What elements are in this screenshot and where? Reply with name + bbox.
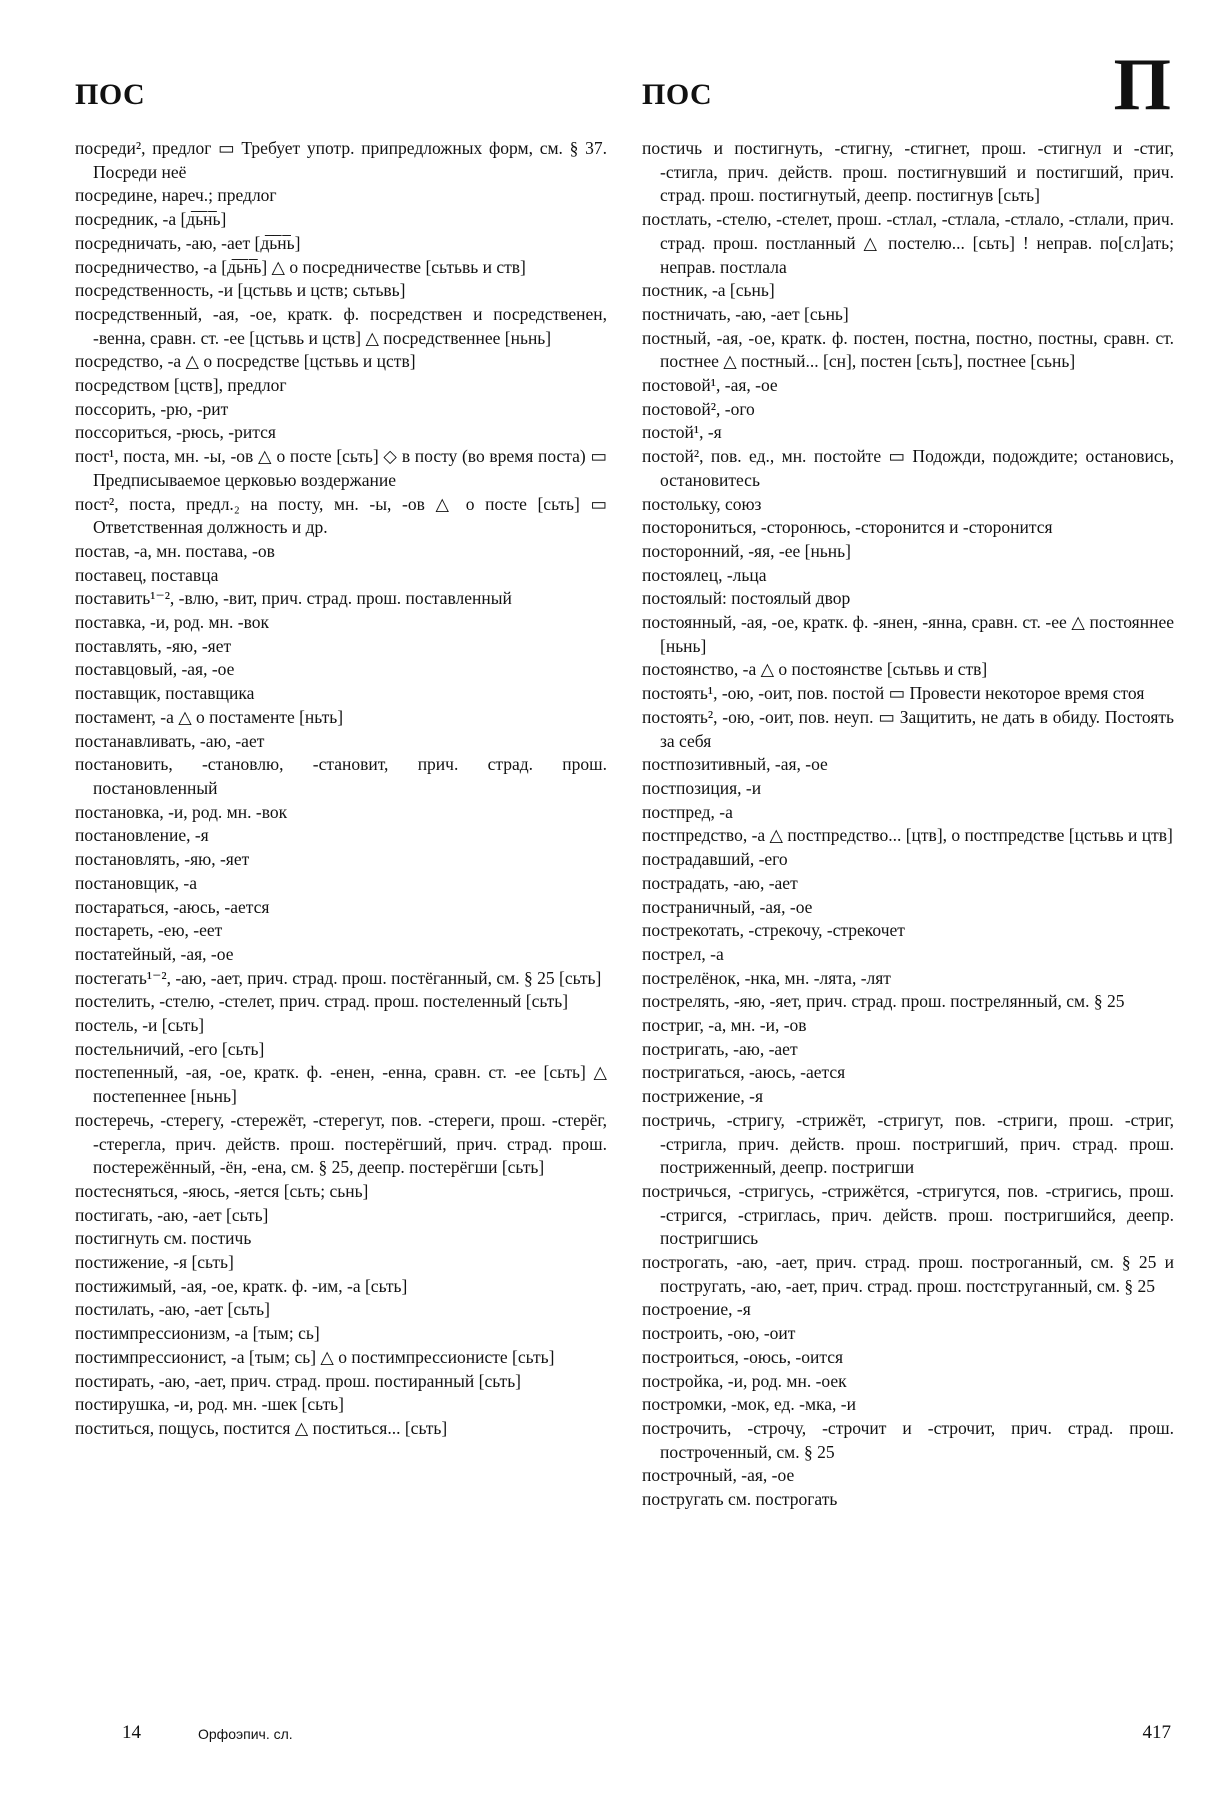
dictionary-entry: постоялец, -льца	[642, 564, 767, 585]
dictionary-entry: постирать, -аю, -ает, прич. страд. прош. постиранный [сьть]	[75, 1370, 522, 1391]
dictionary-entry: постав, -а, мн. постава, -ов	[75, 540, 275, 561]
dictionary-entry: поставка, -и, род. мн. -вок	[75, 612, 269, 633]
dictionary-entry: постелить, -стелю, -стелет, прич. страд. прош. постеленный [сьть]	[75, 991, 569, 1012]
dictionary-entry: постановить, -становлю, -становит, прич. страд. прош. постановленный	[75, 754, 607, 798]
dictionary-entry: постпред, -а	[642, 801, 733, 822]
dictionary-entry: построить, -ою, -оит	[642, 1323, 796, 1344]
dictionary-entry: построиться, -оюсь, -оится	[642, 1346, 844, 1367]
dictionary-entry: постой², пов. ед., мн. постойте ▭ Подожди, подождите; остановись, остановитесь	[642, 446, 1174, 490]
dictionary-entry: постничать, -аю, -ает [сьнь]	[642, 303, 849, 324]
dictionary-entry: постижимый, -ая, -ое, кратк. ф. -им, -а [сьть]	[75, 1275, 408, 1296]
dictionary-entry: постараться, -аюсь, -ается	[75, 896, 270, 917]
dictionary-entry: постимпрессионист, -а [тым; сь] △ о постимпрессионисте [сьть]	[75, 1346, 555, 1367]
dictionary-entry: постовой², -ого	[642, 398, 755, 419]
dictionary-entry: поссорить, -рю, -рит	[75, 398, 229, 419]
dictionary-entry: постоять², -ою, -оит, пов. неуп. ▭ Защитить, не дать в обиду. Постоять за себя	[642, 706, 1174, 751]
dictionary-entry: постановщик, -а	[75, 872, 198, 893]
dictionary-entry: поставщик, поставщика	[75, 683, 255, 704]
dictionary-entry: постоялый: постоялый двор	[642, 588, 851, 609]
dictionary-entry: постеречь, -стерегу, -стережёт, -стерегут, пов. -стереги, прош. -стерёг, -стерегла, прич. действ. прош. постерёгший, прич. страд. прош. постережённый, -ён, -ена, см. § 25, деепр. постерёгши [сьть]	[75, 1109, 607, 1178]
dictionary-entry: постигать, -аю, -ает [сьть]	[75, 1204, 269, 1225]
dictionary-entry: постегать¹⁻², -аю, -ает, прич. страд. прош. постёганный, см. § 25 [сьть]	[75, 967, 602, 988]
dictionary-entry: посредине, нареч.; предлог	[75, 185, 277, 206]
dictionary-entry: посредничать, -аю, -ает [д̅ь̅н̅ь]	[75, 232, 301, 253]
dictionary-entry: посредством [цств], предлог	[75, 375, 287, 396]
dictionary-entry: пострелёнок, -нка, мн. -лята, -лят	[642, 967, 891, 988]
dictionary-entry: посреди², предлог ▭ Требует употр. припредложных форм, см. § 37. Посреди неё	[75, 138, 607, 182]
dictionary-entry: постриг, -а, мн. -и, -ов	[642, 1015, 807, 1036]
dictionary-entry: постановка, -и, род. мн. -вок	[75, 801, 288, 822]
page-number-right: 417	[1142, 1722, 1171, 1743]
dictionary-entry: постник, -а [сьнь]	[642, 280, 775, 301]
dictionary-entry: постимпрессионизм, -а [тым; сь]	[75, 1323, 320, 1344]
dictionary-entry: постпозиция, -и	[642, 777, 762, 798]
dictionary-entry: постраничный, -ая, -ое	[642, 896, 813, 917]
dictionary-entry: поссориться, -рюсь, -рится	[75, 422, 276, 443]
dictionary-entry: поститься, пощусь, постится △ поститься... [сьть]	[75, 1417, 448, 1438]
dictionary-entry: постовой¹, -ая, -ое	[642, 375, 778, 396]
dictionary-entry: пострадавший, -его	[642, 849, 788, 870]
dictionary-entry: постатейный, -ая, -ое	[75, 943, 234, 964]
dictionary-entry: постановление, -я	[75, 825, 209, 846]
dictionary-entry: постоянство, -а △ о постоянстве [сьтьвь и ств]	[642, 659, 988, 680]
dictionary-entry: постромки, -мок, ед. -мка, -и	[642, 1394, 856, 1415]
dictionary-entry: постесняться, -яюсь, -яется [сьть; сьнь]	[75, 1180, 369, 1201]
dictionary-entry: постный, -ая, -ое, кратк. ф. постен, постна, постно, постны, сравн. ст. постнее △ постный... [сн], постен [сьть], постнее [сьнь]	[642, 327, 1174, 372]
dictionary-entry: посторонний, -яя, -ее [ньнь]	[642, 540, 851, 561]
footer-signature: Орфоэпич. сл.	[198, 1726, 293, 1742]
dictionary-entry: постанавливать, -аю, -ает	[75, 730, 265, 751]
dictionary-entry: постройка, -и, род. мн. -оек	[642, 1370, 847, 1391]
dictionary-entry: постригать, -аю, -ает	[642, 1038, 798, 1059]
dictionary-entry: постельничий, -его [сьть]	[75, 1038, 265, 1059]
dictionary-entry: постилать, -аю, -ает [сьть]	[75, 1299, 270, 1320]
dictionary-entry: постигнуть см. постичь	[75, 1228, 252, 1249]
dictionary-entry: построчный, -ая, -ое	[642, 1465, 795, 1486]
dictionary-entry: поставцовый, -ая, -ое	[75, 659, 235, 680]
dictionary-entry: постлать, -стелю, -стелет, прош. -стлал, -стлала, -стлало, -стлали, прич. страд. прош. постланный △ постелю... [сьть] ! неправ. по[сл]ать; неправ. постлала	[642, 209, 1174, 277]
dictionary-entry: построение, -я	[642, 1299, 751, 1320]
running-head-left: ПОС	[75, 78, 146, 111]
dictionary-entry: постоять¹, -ою, -оит, пов. постой ▭ Провести некоторое время стоя	[642, 683, 1145, 704]
dictionary-entry: пострижение, -я	[642, 1086, 764, 1107]
dictionary-entry: посредничество, -а [д̅ь̅н̅ь] △ о посредничестве [сьтьвь и ств]	[75, 256, 526, 277]
dictionary-entry: пострекотать, -стрекочу, -стрекочет	[642, 920, 905, 941]
dictionary-entry: поставлять, -яю, -яет	[75, 635, 232, 656]
dictionary-entry: постой¹, -я	[642, 422, 722, 443]
dictionary-entry: постареть, -ею, -еет	[75, 920, 223, 941]
dictionary-entry: поставить¹⁻², -влю, -вит, прич. страд. прош. поставленный	[75, 588, 512, 609]
dictionary-entry: построчить, -строчу, -строчит и -строчит, прич. страд. прош. построченный, см. § 25	[642, 1417, 1174, 1462]
right-column	[642, 137, 1174, 1512]
dictionary-entry: постепенный, -ая, -ое, кратк. ф. -енен, -енна, сравн. ст. -ее [сьть] △ постепеннее [ньнь]	[75, 1062, 607, 1107]
page-number-left: 14	[122, 1722, 141, 1743]
dictionary-entry: постричь, -стригу, -стрижёт, -стригут, пов. -стриги, прош. -стриг, -стригла, прич. действ. прош. постригший, прич. страд. прош. постриженный, деепр. постригши	[642, 1109, 1174, 1178]
dictionary-entry: постричься, -стригусь, -стрижётся, -стригутся, пов. -стригись, прош. -стригся, -стриглась, прич. действ. прош. постригшийся, деепр. постригшись	[642, 1180, 1174, 1249]
dictionary-entry: постамент, -а △ о постаменте [ньть]	[75, 706, 344, 727]
dictionary-entry: постичь и постигнуть, -стигну, -стигнет, прош. -стигнул и -стиг, -стигла, прич. действ. прош. постигнувший и постигший, прич. страд. прош. постигнутый, деепр. постигнув [сьть]	[642, 138, 1174, 206]
dictionary-entry: постпредство, -а △ постпредство... [цтв], о постпредстве [цстьвь и цтв]	[642, 825, 1173, 846]
running-head-right: ПОС	[642, 78, 713, 111]
dictionary-entry: постирушка, -и, род. мн. -шек [сьть]	[75, 1394, 344, 1415]
dictionary-entry: постругать см. построгать	[642, 1489, 838, 1510]
dictionary-entry: поставец, поставца	[75, 564, 219, 585]
dictionary-entry: посредственность, -и [цстьвь и цств; сьтьвь]	[75, 280, 406, 301]
dictionary-entry: посредственный, -ая, -ое, кратк. ф. посредствен и посредственен, -венна, сравн. ст. -ее [цстьвь и цств] △ посредственнее [ньнь]	[75, 303, 607, 348]
dictionary-entry: построгать, -аю, -ает, прич. страд. прош. построганный, см. § 25 и постругать, -аю, -ает, прич. страд. прош. постструганный, см. § 25	[642, 1252, 1174, 1296]
left-column	[75, 137, 607, 1441]
dictionary-entry: посредник, -а [д̅ь̅н̅ь]	[75, 209, 227, 230]
dictionary-entry: постижение, -я [сьть]	[75, 1252, 234, 1273]
dictionary-entry: постольку, союз	[642, 493, 762, 514]
dictionary-entry: постановлять, -яю, -яет	[75, 849, 250, 870]
dictionary-entry: посторониться, -сторонюсь, -сторонится и -сторонится	[642, 517, 1053, 538]
dictionary-entry: постоянный, -ая, -ое, кратк. ф. -янен, -янна, сравн. ст. -ее △ постояннее [ньнь]	[642, 612, 1174, 656]
dictionary-entry: пострелять, -яю, -яет, прич. страд. прош. пострелянный, см. § 25	[642, 991, 1125, 1012]
dictionary-entry: пост², поста, предл.₂ на посту, мн. -ы, -ов △ о посте [сьть] ▭ Ответственная должность и др.	[75, 493, 607, 538]
dictionary-entry: постель, -и [сьть]	[75, 1015, 205, 1036]
dictionary-entry: пострел, -а	[642, 943, 724, 964]
dictionary-entry: посредство, -а △ о посредстве [цстьвь и цств]	[75, 351, 416, 372]
dictionary-entry: пост¹, поста, мн. -ы, -ов △ о посте [сьть] ◇ в посту (во время поста) ▭ Предписываемое церковью воздержание	[75, 446, 607, 490]
section-letter: П	[1113, 44, 1171, 126]
dictionary-entry: пострадать, -аю, -ает	[642, 872, 798, 893]
dictionary-entry: постригаться, -аюсь, -ается	[642, 1062, 846, 1083]
dictionary-entry: постпозитивный, -ая, -ое	[642, 754, 828, 775]
